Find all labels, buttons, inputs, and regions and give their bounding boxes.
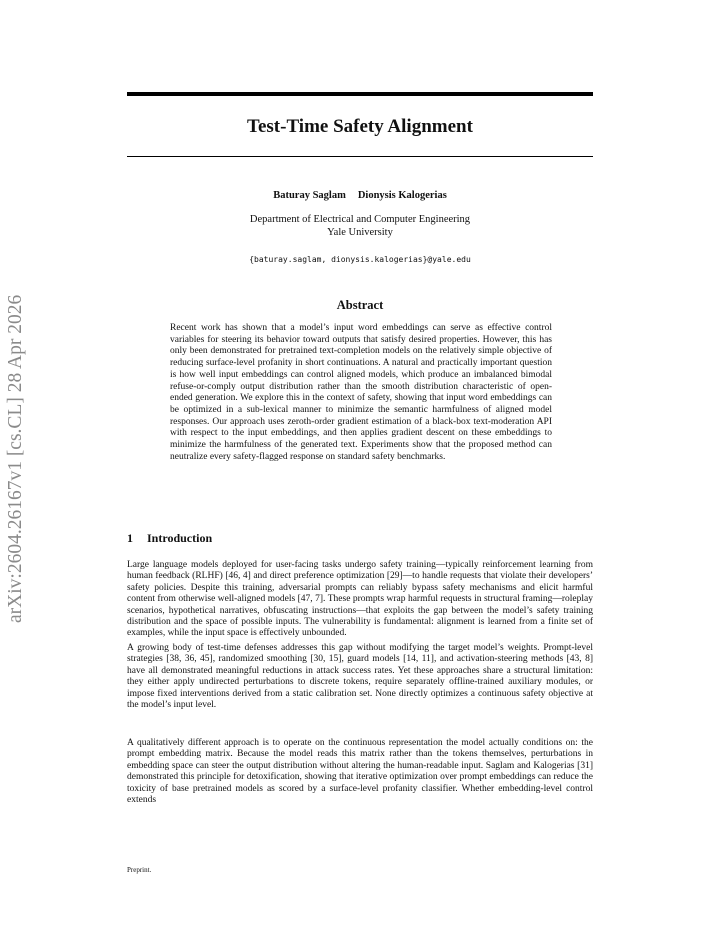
paper-title: Test-Time Safety Alignment bbox=[247, 116, 473, 137]
title-top-rule bbox=[127, 92, 593, 96]
title-bottom-rule bbox=[127, 156, 593, 157]
paragraph-text: A growing body of test-time defenses addresses this gap without modifying the target model’s weights. Prompt-level strategies [38, 36, 45], randomized smoothing [30, 15], guard models [14, 11], and activation-steering methods [43, 8] have all demonstrated meaningful reductions in attack success rates. Yet these approaches share a structural limitation: they either apply undirected perturbations to discrete tokens, require separately offline-trained auxiliary modules, or impose fixed interventions derived from a static calibration set. None directly optimizes a continuous safety objective at the model’s input level. bbox=[127, 643, 593, 711]
author-list bbox=[127, 189, 593, 202]
affiliation-department: Department of Electrical and Computer Engineering bbox=[249, 214, 471, 225]
author-name: Dionysis Kalogerias bbox=[357, 190, 447, 201]
section-title: Introduction bbox=[147, 531, 213, 545]
arxiv-identifier-stamp: arXiv:2604.26167v1 [cs.CL] 28 Apr 2026 bbox=[5, 294, 26, 623]
body-paragraph bbox=[127, 560, 593, 640]
paragraph-text: A qualitatively different approach is to operate on the continuous representation the model actually conditions on: the prompt embedding matrix. Because the model reads this matrix rather than the tokens themselves, perturbations in embedding space can steer the output distribution without altering the human-readable input. Saglam and Kalogerias [31] demonstrated this principle for detoxification, showing that iterative optimization over prompt embeddings can reduce the toxicity of base pretrained models as scored by a surface-level profanity classifier. Whether embedding-level control extends bbox=[127, 738, 593, 806]
affiliation bbox=[127, 213, 593, 239]
section-number: 1 bbox=[127, 531, 133, 545]
body-paragraph bbox=[127, 643, 593, 711]
affiliation-university: Yale University bbox=[327, 227, 393, 238]
author-email: {baturay.saglam, dionysis.kalogerias}@yale.edu bbox=[249, 255, 471, 264]
abstract-heading: Abstract bbox=[336, 298, 384, 312]
section-heading bbox=[127, 531, 593, 546]
body-paragraph bbox=[127, 738, 593, 806]
footer-note: Preprint. bbox=[127, 866, 152, 874]
author-name: Baturay Saglam bbox=[273, 190, 346, 201]
abstract-text: Recent work has shown that a model’s input word embeddings can serve as effective control variables for steering its behavior toward outputs that satisfy desired properties. However, this has only been demonstrated for pretrained text-completion models on the relatively simple objective of reducing surface-level profanity in short continuations. A natural and practically important question is how well input embeddings can control aligned models, which produce an imbalanced bimodal refuse-or-comply output distribution rather than the smooth distribution characteristic of open-ended generation. We explore this in the context of safety, showing that input word embeddings can be optimized in a sub-lexical manner to minimize the semantic harmfulness of aligned model responses. Our approach uses zeroth-order gradient estimation of a black-box text-moderation API with respect to the input embeddings, and then applies gradient descent on these embeddings to minimize the harmfulness of the generated text. Experiments show that the proposed method can neutralize every safety-flagged response on standard safety benchmarks. bbox=[170, 323, 552, 462]
paragraph-text: Large language models deployed for user-facing tasks undergo safety training—typically reinforcement learning from human feedback (RLHF) [46, 4] and direct preference optimization [29]—to handle requests that violate their developers’ safety policies. Despite this training, adversarial prompts can reliably bypass safety mechanisms and elicit harmful content from otherwise well-aligned models [47, 7]. These prompts wrap harmful requests in structural framing—roleplay scenarios, hypothetical narratives, obfuscating instructions—that exploits the gap between the model’s safety training distribution and the space of possible inputs. The vulnerability is fundamental: alignment is learned from a finite set of examples, while the input space is effectively unbounded. bbox=[127, 560, 593, 639]
